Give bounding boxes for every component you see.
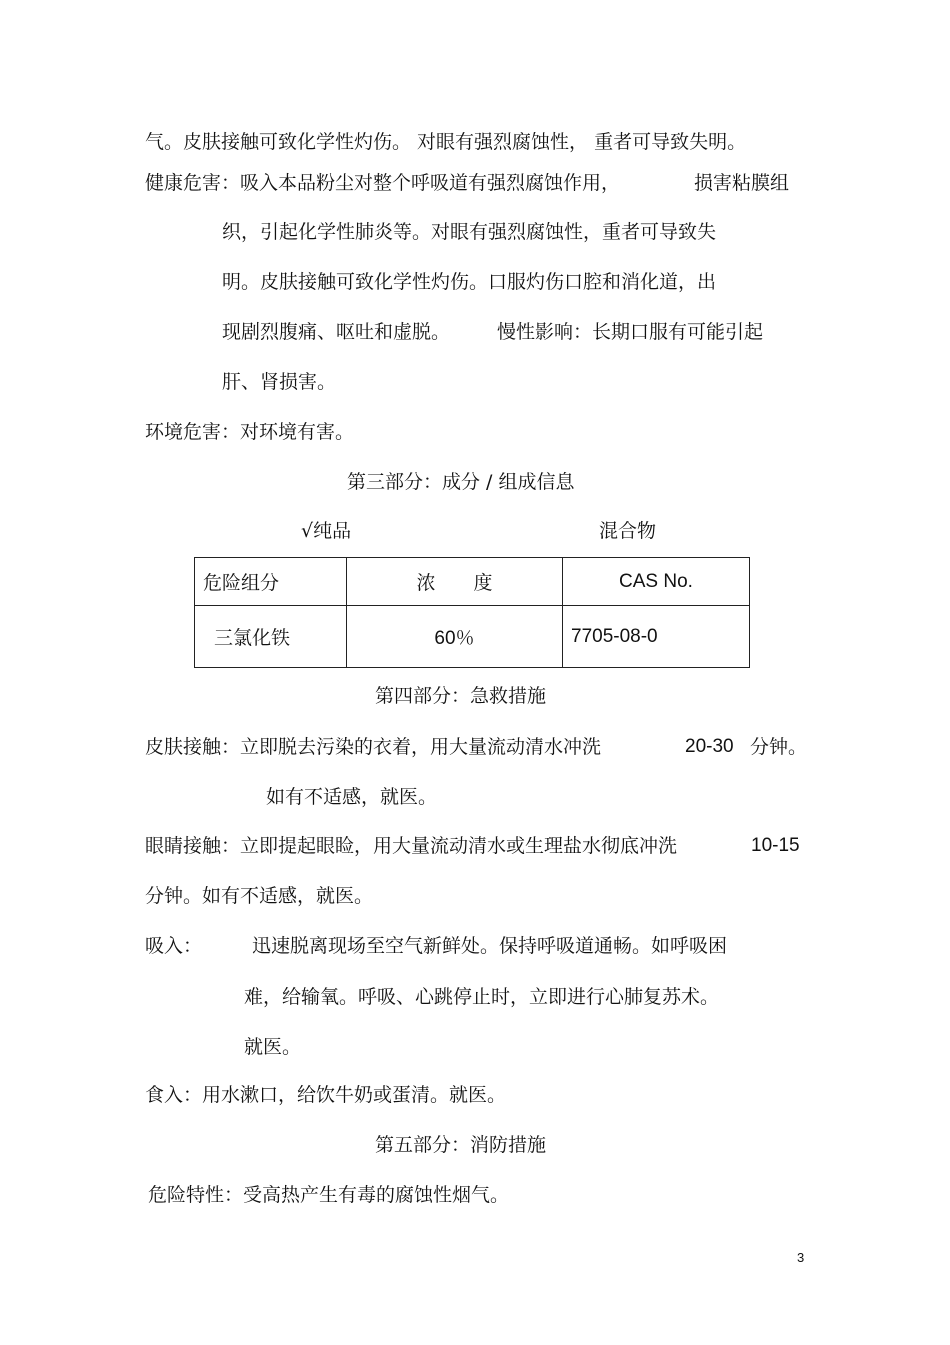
eye-contact-duration: 10-15	[751, 835, 800, 856]
table-cell: 7705-08-0	[563, 606, 750, 668]
skin-contact-duration: 20-30	[685, 736, 734, 757]
inhalation-label: 吸入：	[145, 935, 203, 957]
text-line: 损害粘膜组	[694, 172, 790, 194]
table-cell: 三氯化铁	[195, 606, 347, 668]
pure-substance-option: √纯品	[301, 520, 352, 542]
table-cell: 60％	[347, 606, 563, 668]
composition-table	[194, 557, 750, 668]
section-heading: 第四部分：急救措施	[375, 685, 547, 707]
table-row	[195, 606, 750, 668]
eye-contact-line: 眼睛接触：立即提起眼睑，用大量流动清水或生理盐水彻底冲洗	[145, 835, 678, 857]
text-line: 分钟。	[750, 736, 808, 758]
skin-contact-line: 皮肤接触：立即脱去污染的衣着，用大量流动清水冲洗	[145, 736, 602, 758]
text-line: 气。皮肤接触可致化学性灼伤。 对眼有强烈腐蚀性， 重者可导致失明。	[145, 131, 747, 153]
text-line: 慢性影响：长期口服有可能引起	[497, 321, 764, 343]
table-header-cell: CAS No.	[563, 558, 750, 606]
text-line: 难，给输氧。呼吸、心跳停止时，立即进行心肺复苏术。	[244, 986, 720, 1008]
text-line: 迅速脱离现场至空气新鲜处。保持呼吸道通畅。如呼吸困	[252, 935, 728, 957]
text-line: 明。皮肤接触可致化学性灼伤。口服灼伤口腔和消化道，出	[222, 271, 717, 293]
text-line: 分钟。如有不适感，就医。	[145, 885, 374, 907]
section-heading: 第五部分：消防措施	[375, 1134, 547, 1156]
text-line: 如有不适感，就医。	[266, 786, 438, 808]
text-line: 现剧烈腹痛、呕吐和虚脱。	[222, 321, 451, 343]
text-line: 织，引起化学性肺炎等。对眼有强烈腐蚀性，重者可导致失	[222, 221, 717, 243]
health-hazard-label-line: 健康危害：吸入本品粉尘对整个呼吸道有强烈腐蚀作用，	[145, 172, 621, 194]
environment-hazard-line: 环境危害：对环境有害。	[145, 421, 355, 443]
table-header-cell: 浓 度	[347, 558, 563, 606]
text-line: 就医。	[244, 1036, 302, 1058]
text-line: 肝、肾损害。	[222, 371, 337, 393]
table-header-cell: 危险组分	[195, 558, 347, 606]
table-header-row	[195, 558, 750, 606]
page-number: 3	[797, 1250, 805, 1265]
section-heading: 第三部分：成分 / 组成信息	[347, 471, 575, 493]
hazard-property-line: 危险特性：受高热产生有毒的腐蚀性烟气。	[148, 1184, 510, 1206]
ingestion-line: 食入：用水漱口，给饮牛奶或蛋清。就医。	[145, 1084, 507, 1106]
mixture-option: 混合物	[599, 520, 657, 542]
